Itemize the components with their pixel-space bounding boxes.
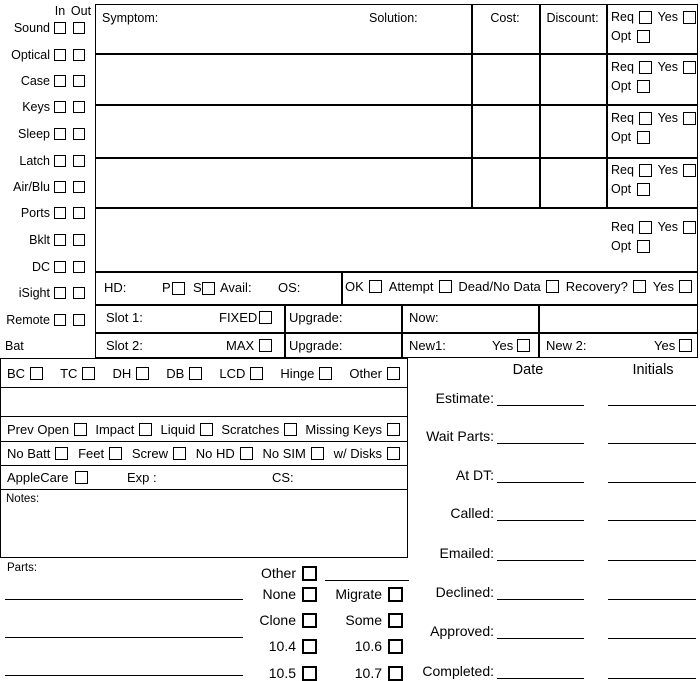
sidebar-label: DC — [31, 260, 50, 274]
latch-in-checkbox[interactable] — [54, 155, 66, 167]
slot-divider-3 — [538, 304, 540, 357]
track-row-emailed — [410, 544, 700, 562]
sound-in-checkbox[interactable] — [54, 22, 66, 34]
fixed-label: FIXED — [219, 310, 258, 325]
track-row-at-dt — [410, 466, 700, 484]
hd-recovery-yes-label: Yes — [652, 279, 674, 294]
hd-attempt-label: Attempt — [388, 279, 434, 294]
emailed-label: Emailed: — [439, 545, 494, 561]
sidebar-row-remote — [0, 311, 95, 329]
date-header: Date — [512, 362, 544, 378]
called-date-line[interactable] — [497, 520, 584, 521]
sidebar-row-sound — [0, 19, 95, 37]
approval-block-row4 — [611, 162, 696, 197]
new1-yes-label: Yes — [492, 338, 514, 353]
os-107-label: 10.7 — [354, 665, 382, 681]
symptom-table — [95, 4, 698, 358]
notes-label: Notes: — [6, 493, 40, 505]
hinge-checkbox[interactable] — [319, 367, 332, 380]
wait-parts-label: Wait Parts: — [426, 428, 494, 444]
declined-date-line[interactable] — [497, 599, 584, 600]
os-version-row-1 — [0, 636, 410, 656]
completed-label: Completed: — [422, 663, 494, 679]
row-divider — [96, 332, 697, 334]
keys-out-checkbox[interactable] — [73, 101, 85, 113]
symptom-solution-field-row3[interactable] — [96, 104, 471, 157]
wait-parts-initials-line[interactable] — [608, 443, 696, 444]
opt-checkbox-r2[interactable] — [637, 80, 650, 93]
dh-label: DH — [112, 365, 132, 381]
req-label: Req — [611, 111, 634, 125]
slot-divider-2 — [401, 304, 403, 357]
feet-checkbox[interactable] — [109, 447, 122, 460]
db-checkbox[interactable] — [189, 367, 202, 380]
damage-row — [1, 359, 407, 388]
row-divider — [96, 207, 697, 209]
sidebar-label: Remote — [6, 313, 50, 327]
scratches-label: Scratches — [221, 421, 280, 437]
sound-out-checkbox[interactable] — [73, 22, 85, 34]
row-divider — [96, 271, 697, 273]
other-damage-checkbox[interactable] — [387, 367, 400, 380]
estimate-date-line[interactable] — [497, 405, 584, 406]
notes-area[interactable] — [1, 490, 407, 557]
applecare-cs-field[interactable] — [296, 466, 404, 488]
approval-block-row5 — [611, 219, 696, 254]
db-label: DB — [166, 365, 185, 381]
sidebar-row-keys — [0, 98, 95, 116]
os-104-label: 10.4 — [268, 638, 296, 654]
symptom-solution-field-row4[interactable] — [96, 157, 471, 207]
cost-field-row3[interactable] — [471, 104, 539, 157]
initials-header: Initials — [632, 362, 674, 378]
impact-label: Impact — [95, 421, 135, 437]
applecare-exp-label: Exp : — [127, 470, 157, 485]
max-checkbox[interactable] — [259, 339, 272, 352]
hd-cell-divider — [341, 271, 343, 304]
opt-label: Opt — [611, 130, 632, 144]
os-106-checkbox[interactable] — [388, 639, 403, 654]
yes-checkbox-r1[interactable] — [683, 11, 696, 24]
sidebar-row-isight — [0, 284, 95, 302]
applecare-cs-label: CS: — [272, 470, 294, 485]
some-checkbox[interactable] — [388, 613, 403, 628]
ports-out-checkbox[interactable] — [73, 207, 85, 219]
case-out-checkbox[interactable] — [73, 75, 85, 87]
missing-keys-label: Missing Keys — [305, 421, 382, 437]
sidebar-label: Sleep — [18, 127, 50, 141]
opt-checkbox-r5[interactable] — [637, 240, 650, 253]
now-field[interactable] — [441, 304, 538, 332]
sidebar-label: Air/Blu — [13, 180, 50, 194]
req-label: Req — [611, 220, 634, 234]
sidebar-in-header: In — [54, 4, 66, 18]
no-hd-label: No HD — [195, 446, 235, 461]
sidebar-row-ports — [0, 204, 95, 222]
estimate-initials-line[interactable] — [608, 405, 696, 406]
bc-label: BC — [7, 365, 26, 381]
completed-initials-line[interactable] — [608, 678, 696, 679]
cost-label: Cost: — [490, 11, 520, 25]
parts-label: Parts: — [7, 562, 38, 574]
opt-label: Opt — [611, 182, 632, 196]
sidebar-label: Bklt — [29, 233, 50, 247]
track-row-completed — [410, 662, 700, 680]
new2-label: New 2: — [546, 338, 587, 353]
dc-in-checkbox[interactable] — [54, 261, 66, 273]
discount-field-row3[interactable] — [539, 104, 606, 157]
hd-avail-label: Avail: — [220, 280, 252, 295]
os-version-row-2 — [0, 663, 410, 681]
slot2-label: Slot 2: — [106, 338, 143, 353]
approval-column-divider — [606, 5, 608, 207]
sidebar-row-air-blu — [0, 178, 95, 196]
fixed-checkbox[interactable] — [259, 311, 272, 324]
new2-yes-checkbox[interactable] — [679, 339, 692, 352]
solution-label: Solution: — [369, 11, 418, 25]
os-104-checkbox[interactable] — [302, 639, 317, 654]
now-label: Now: — [409, 310, 439, 325]
declined-label: Declined: — [435, 584, 494, 600]
sidebar-row-case — [0, 72, 95, 90]
optical-out-checkbox[interactable] — [73, 49, 85, 61]
liquid-checkbox[interactable] — [200, 423, 213, 436]
hd-p-label: P — [162, 280, 171, 295]
applecare-label: AppleCare — [7, 470, 69, 485]
remote-out-checkbox[interactable] — [73, 314, 85, 326]
hd-p-checkbox[interactable] — [172, 282, 185, 295]
sidebar-row-sleep — [0, 125, 95, 143]
isight-in-checkbox[interactable] — [54, 287, 66, 299]
opt-checkbox-r4[interactable] — [637, 183, 650, 196]
clone-label: Clone — [259, 612, 296, 628]
sidebar-row-optical — [0, 46, 95, 64]
declined-initials-line[interactable] — [608, 599, 696, 600]
yes-label: Yes — [657, 10, 678, 24]
cost-field-row4[interactable] — [471, 157, 539, 207]
req-checkbox-r3[interactable] — [639, 112, 652, 125]
feet-label: Feet — [78, 446, 105, 461]
track-row-called — [410, 504, 700, 522]
os-other-label: Other — [260, 565, 296, 581]
hd-ok-checkbox[interactable] — [369, 280, 382, 293]
approved-label: Approved: — [430, 623, 494, 639]
impact-checkbox[interactable] — [139, 423, 152, 436]
req-label: Req — [611, 10, 634, 24]
yes-label: Yes — [657, 111, 678, 125]
req-label: Req — [611, 163, 634, 177]
sidebar-out-header: Out — [70, 4, 92, 18]
applecare-checkbox[interactable] — [75, 471, 88, 484]
hd-ok-label: OK — [345, 279, 364, 294]
sidebar-label: Latch — [19, 154, 50, 168]
hd-status-group — [345, 279, 692, 294]
scratches-checkbox[interactable] — [284, 423, 297, 436]
migrate-row — [0, 584, 410, 604]
sidebar-label: Optical — [11, 48, 50, 62]
track-row-wait-parts — [410, 427, 700, 445]
w-disks-checkbox[interactable] — [387, 447, 400, 460]
prev-open-label: Prev Open — [7, 421, 70, 437]
at-dt-date-line[interactable] — [497, 482, 584, 483]
yes-label: Yes — [657, 163, 678, 177]
none-label: None — [262, 586, 296, 602]
condition-spacer — [1, 388, 407, 417]
sidebar-label: Sound — [13, 21, 50, 35]
no-sim-checkbox[interactable] — [311, 447, 324, 460]
no-sim-label: No SIM — [262, 446, 306, 461]
os-105-label: 10.5 — [268, 665, 296, 681]
approval-block-row3 — [611, 110, 696, 145]
tc-label: TC — [60, 365, 78, 381]
no-batt-label: No Batt — [7, 446, 51, 461]
migrate-label: Migrate — [335, 586, 382, 602]
sidebar-row-bklt — [0, 231, 95, 249]
emailed-date-line[interactable] — [497, 560, 584, 561]
condition-section — [0, 358, 408, 558]
latch-out-checkbox[interactable] — [73, 155, 85, 167]
air-blu-out-checkbox[interactable] — [73, 181, 85, 193]
dc-out-checkbox[interactable] — [73, 261, 85, 273]
symptom-solution-field-row5[interactable] — [96, 207, 606, 271]
bklt-in-checkbox[interactable] — [54, 234, 66, 246]
called-initials-line[interactable] — [608, 520, 696, 521]
bklt-out-checkbox[interactable] — [73, 234, 85, 246]
prev-open-checkbox[interactable] — [74, 423, 87, 436]
clone-row — [0, 610, 410, 630]
hd-recovery-label: Recovery? — [565, 279, 628, 294]
hd-recovery-yes-checkbox[interactable] — [679, 280, 692, 293]
new2-yes-label: Yes — [654, 338, 676, 353]
estimate-label: Estimate: — [435, 390, 494, 406]
slot1-label: Slot 1: — [106, 310, 143, 325]
os-106-label: 10.6 — [354, 638, 382, 654]
hd-os-label: OS: — [278, 280, 301, 295]
air-blu-in-checkbox[interactable] — [54, 181, 66, 193]
hd-s-checkbox[interactable] — [202, 282, 215, 295]
hd-dead-checkbox[interactable] — [546, 280, 559, 293]
new1-yes-checkbox[interactable] — [517, 339, 530, 352]
yes-label: Yes — [657, 60, 678, 74]
sidebar-label: Ports — [20, 206, 50, 220]
at-dt-initials-line[interactable] — [608, 482, 696, 483]
max-label: MAX — [226, 338, 255, 353]
applecare-row — [1, 466, 407, 490]
other-os-line[interactable] — [325, 580, 409, 581]
opt-label: Opt — [611, 239, 632, 253]
no-batt-checkbox[interactable] — [55, 447, 68, 460]
discount-column-divider — [539, 5, 541, 207]
cost-field-row2[interactable] — [471, 53, 539, 104]
opt-checkbox-r1[interactable] — [637, 30, 650, 43]
applecare-exp-field[interactable] — [159, 466, 267, 488]
prior-condition-row — [1, 417, 407, 442]
sleep-in-checkbox[interactable] — [54, 128, 66, 140]
symptom-solution-field-row2[interactable] — [96, 53, 471, 104]
approved-initials-line[interactable] — [608, 638, 696, 639]
opt-checkbox-r3[interactable] — [637, 131, 650, 144]
os-105-checkbox[interactable] — [302, 666, 317, 681]
accessories-row — [1, 442, 407, 466]
yes-checkbox-r5[interactable] — [683, 221, 696, 234]
migrate-checkbox[interactable] — [388, 587, 403, 602]
opt-label: Opt — [611, 79, 632, 93]
track-row-estimate — [410, 389, 700, 407]
screw-label: Screw — [131, 446, 168, 461]
sidebar-row-latch — [0, 152, 95, 170]
dh-checkbox[interactable] — [136, 367, 149, 380]
bat-label: Bat — [5, 339, 24, 353]
keys-in-checkbox[interactable] — [54, 101, 66, 113]
opt-label: Opt — [611, 29, 632, 43]
hinge-label: Hinge — [280, 365, 315, 381]
lcd-label: LCD — [219, 365, 246, 381]
track-row-declined — [410, 583, 700, 601]
at-dt-label: At DT: — [455, 467, 494, 483]
tc-checkbox[interactable] — [82, 367, 95, 380]
sidebar-label: Case — [20, 74, 50, 88]
approval-block-row2 — [611, 59, 696, 94]
lcd-checkbox[interactable] — [250, 367, 263, 380]
case-in-checkbox[interactable] — [54, 75, 66, 87]
none-checkbox[interactable] — [302, 587, 317, 602]
slot1-upgrade-label: Upgrade: — [289, 310, 343, 325]
w-disks-label: w/ Disks — [333, 446, 382, 461]
liquid-label: Liquid — [160, 421, 196, 437]
req-checkbox-r2[interactable] — [639, 61, 652, 74]
sidebar-label: iSight — [18, 286, 50, 300]
os-107-checkbox[interactable] — [388, 666, 403, 681]
ports-in-checkbox[interactable] — [54, 207, 66, 219]
hd-dead-label: Dead/No Data — [458, 279, 541, 294]
slot-divider-1 — [284, 304, 286, 357]
req-checkbox-r1[interactable] — [639, 11, 652, 24]
slot2-upgrade-label: Upgrade: — [289, 338, 343, 353]
optical-in-checkbox[interactable] — [54, 49, 66, 61]
clone-checkbox[interactable] — [302, 613, 317, 628]
remote-in-checkbox[interactable] — [54, 314, 66, 326]
yes-label: Yes — [657, 220, 678, 234]
hd-s-label: S — [193, 280, 202, 295]
sleep-out-checkbox[interactable] — [73, 128, 85, 140]
approved-date-line[interactable] — [497, 638, 584, 639]
yes-checkbox-r2[interactable] — [683, 61, 696, 74]
called-label: Called: — [450, 505, 494, 521]
symptom-label: Symptom: — [102, 11, 159, 25]
sidebar-row-dc — [0, 258, 95, 276]
completed-date-line[interactable] — [497, 678, 584, 679]
sidebar-label: Keys — [22, 100, 50, 114]
req-checkbox-r4[interactable] — [639, 164, 652, 177]
other-os-checkbox[interactable] — [302, 566, 317, 581]
discount-field-row2[interactable] — [539, 53, 606, 104]
some-label: Some — [345, 612, 382, 628]
approval-block-row1 — [611, 9, 696, 44]
no-hd-checkbox[interactable] — [240, 447, 253, 460]
wait-parts-date-line[interactable] — [497, 443, 584, 444]
other-damage-label: Other — [349, 365, 382, 381]
track-row-approved — [410, 622, 700, 640]
req-label: Req — [611, 60, 634, 74]
yes-checkbox-r4[interactable] — [683, 164, 696, 177]
discount-field-row4[interactable] — [539, 157, 606, 207]
req-checkbox-r5[interactable] — [639, 221, 652, 234]
cost-column-divider — [471, 5, 473, 207]
new1-label: New1: — [409, 338, 446, 353]
hd-label: HD: — [104, 280, 127, 295]
bc-checkbox[interactable] — [30, 367, 43, 380]
missing-keys-checkbox[interactable] — [387, 423, 400, 436]
slot1-upgrade-field[interactable] — [341, 304, 401, 332]
hd-attempt-checkbox[interactable] — [439, 280, 452, 293]
hd-recovery-checkbox[interactable] — [633, 280, 646, 293]
yes-checkbox-r3[interactable] — [683, 112, 696, 125]
emailed-initials-line[interactable] — [608, 560, 696, 561]
discount-label: Discount: — [546, 11, 599, 25]
screw-checkbox[interactable] — [173, 447, 186, 460]
isight-out-checkbox[interactable] — [73, 287, 85, 299]
